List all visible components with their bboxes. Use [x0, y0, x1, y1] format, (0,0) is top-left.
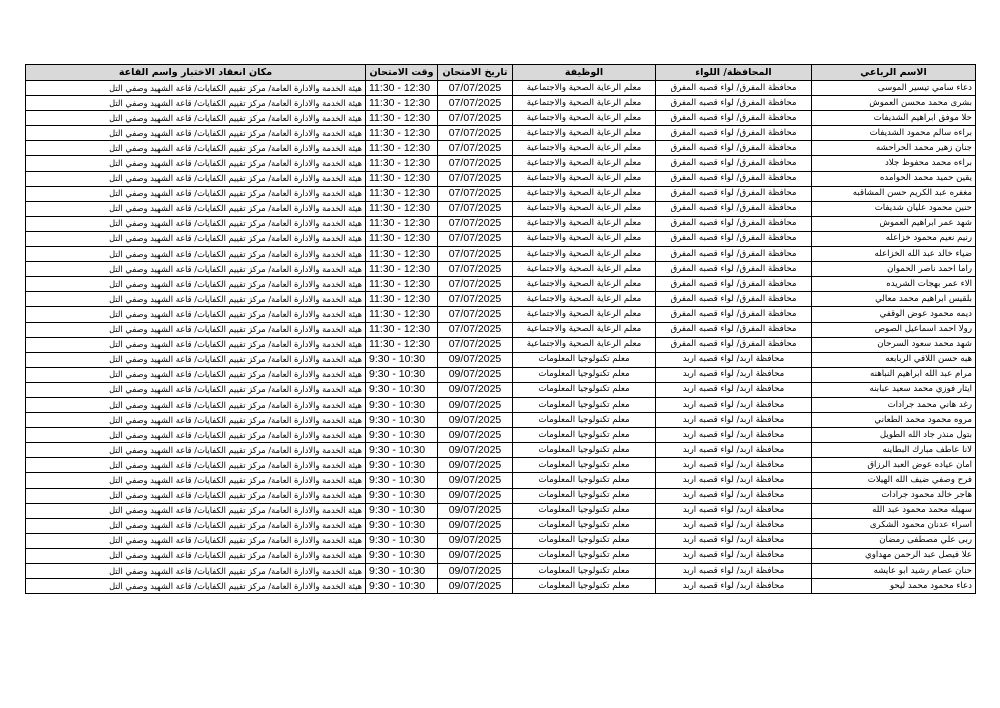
table-row [26, 397, 976, 412]
cell-exam-place: هيئة الخدمة والادارة العامة/ مركز تقييم الكفايات/ قاعة الشهيد وصفي التل [26, 111, 366, 126]
cell-governorate: محافظة اربد/ لواء قصبه اربد [656, 443, 812, 458]
cell-exam-date: 07/07/2025 [438, 322, 513, 337]
cell-job: معلم تكنولوجيا المعلومات [513, 397, 656, 412]
cell-exam-place: هيئة الخدمة والادارة العامة/ مركز تقييم الكفايات/ قاعة الشهيد وصفي التل [26, 473, 366, 488]
cell-exam-date: 09/07/2025 [438, 413, 513, 428]
cell-exam-time: 9:30 - 10:30 [366, 352, 438, 367]
cell-name: مغفره عبد الكريم حسن المشاقبه [812, 186, 976, 201]
table-row [26, 96, 976, 111]
table-row [26, 367, 976, 382]
cell-governorate: محافظة المفرق/ لواء قصبه المفرق [656, 96, 812, 111]
cell-job: معلم تكنولوجيا المعلومات [513, 488, 656, 503]
cell-exam-place: هيئة الخدمة والادارة العامة/ مركز تقييم الكفايات/ قاعة الشهيد وصفي التل [26, 352, 366, 367]
header-name: الاسم الرباعي [812, 65, 976, 81]
table-row [26, 156, 976, 171]
cell-exam-date: 07/07/2025 [438, 216, 513, 231]
cell-exam-date: 09/07/2025 [438, 564, 513, 579]
cell-job: معلم الرعاية الصحية والاجتماعية [513, 277, 656, 292]
cell-name: اسراء عدنان محمود الشكرى [812, 518, 976, 533]
cell-name: براءه محمد محفوظ جلاد [812, 156, 976, 171]
cell-exam-date: 07/07/2025 [438, 247, 513, 262]
cell-exam-time: 11:30 - 12:30 [366, 307, 438, 322]
cell-name: علا فيصل عبد الرحمن مهداوي [812, 548, 976, 563]
cell-exam-place: هيئة الخدمة والادارة العامة/ مركز تقييم الكفايات/ قاعة الشهيد وصفي التل [26, 141, 366, 156]
cell-exam-date: 07/07/2025 [438, 96, 513, 111]
cell-exam-time: 9:30 - 10:30 [366, 579, 438, 594]
cell-job: معلم تكنولوجيا المعلومات [513, 564, 656, 579]
cell-exam-time: 11:30 - 12:30 [366, 277, 438, 292]
table-row [26, 111, 976, 126]
cell-governorate: محافظة اربد/ لواء قصبه اربد [656, 533, 812, 548]
cell-name: يقين حميد محمد الحوامده [812, 171, 976, 186]
cell-name: ضياء خالد عبد الله الخزاعله [812, 247, 976, 262]
cell-name: بلقيس ابراهيم محمد معالي [812, 292, 976, 307]
header-exam-time: وقت الامتحان [366, 65, 438, 81]
cell-exam-date: 07/07/2025 [438, 201, 513, 216]
cell-governorate: محافظة المفرق/ لواء قصبه المفرق [656, 277, 812, 292]
cell-governorate: محافظة المفرق/ لواء قصبه المفرق [656, 186, 812, 201]
cell-job: معلم تكنولوجيا المعلومات [513, 579, 656, 594]
cell-name: شهد محمد سعود السرحان [812, 337, 976, 352]
cell-exam-date: 07/07/2025 [438, 156, 513, 171]
cell-exam-date: 07/07/2025 [438, 262, 513, 277]
cell-exam-time: 9:30 - 10:30 [366, 533, 438, 548]
cell-exam-time: 11:30 - 12:30 [366, 247, 438, 262]
cell-exam-date: 07/07/2025 [438, 126, 513, 141]
cell-exam-place: هيئة الخدمة والادارة العامة/ مركز تقييم الكفايات/ قاعة الشهيد وصفي التل [26, 518, 366, 533]
table-row [26, 518, 976, 533]
cell-exam-place: هيئة الخدمة والادارة العامة/ مركز تقييم الكفايات/ قاعة الشهيد وصفي التل [26, 382, 366, 397]
cell-exam-place: هيئة الخدمة والادارة العامة/ مركز تقييم الكفايات/ قاعة الشهيد وصفي التل [26, 579, 366, 594]
cell-exam-date: 09/07/2025 [438, 382, 513, 397]
cell-exam-time: 11:30 - 12:30 [366, 322, 438, 337]
cell-exam-place: هيئة الخدمة والادارة العامة/ مركز تقييم الكفايات/ قاعة الشهيد وصفي التل [26, 413, 366, 428]
cell-governorate: محافظة اربد/ لواء قصبه اربد [656, 488, 812, 503]
cell-exam-date: 09/07/2025 [438, 533, 513, 548]
cell-job: معلم الرعاية الصحية والاجتماعية [513, 81, 656, 96]
cell-exam-place: هيئة الخدمة والادارة العامة/ مركز تقييم الكفايات/ قاعة الشهيد وصفي التل [26, 307, 366, 322]
cell-name: لانا عاطف مبارك البطاينه [812, 443, 976, 458]
cell-exam-time: 9:30 - 10:30 [366, 518, 438, 533]
table-row [26, 337, 976, 352]
table-row [26, 262, 976, 277]
cell-governorate: محافظة المفرق/ لواء قصبه المفرق [656, 247, 812, 262]
cell-exam-place: هيئة الخدمة والادارة العامة/ مركز تقييم الكفايات/ قاعة الشهيد وصفي التل [26, 231, 366, 246]
cell-exam-place: هيئة الخدمة والادارة العامة/ مركز تقييم الكفايات/ قاعة الشهيد وصفي التل [26, 458, 366, 473]
table-row [26, 503, 976, 518]
cell-job: معلم تكنولوجيا المعلومات [513, 382, 656, 397]
cell-exam-place: هيئة الخدمة والادارة العامة/ مركز تقييم الكفايات/ قاعة الشهيد وصفي التل [26, 96, 366, 111]
cell-exam-date: 07/07/2025 [438, 307, 513, 322]
cell-exam-date: 09/07/2025 [438, 518, 513, 533]
cell-governorate: محافظة المفرق/ لواء قصبه المفرق [656, 216, 812, 231]
cell-exam-time: 11:30 - 12:30 [366, 186, 438, 201]
cell-exam-place: هيئة الخدمة والادارة العامة/ مركز تقييم الكفايات/ قاعة الشهيد وصفي التل [26, 503, 366, 518]
cell-exam-time: 9:30 - 10:30 [366, 564, 438, 579]
cell-governorate: محافظة اربد/ لواء قصبه اربد [656, 518, 812, 533]
cell-name: امان عياده عوض العبد الرزاق [812, 458, 976, 473]
cell-exam-place: هيئة الخدمة والادارة العامة/ مركز تقييم الكفايات/ قاعة الشهيد وصفي التل [26, 81, 366, 96]
cell-exam-date: 09/07/2025 [438, 488, 513, 503]
cell-name: براءه سالم محمود الشديفات [812, 126, 976, 141]
cell-job: معلم الرعاية الصحية والاجتماعية [513, 201, 656, 216]
table-body [26, 81, 976, 594]
cell-exam-place: هيئة الخدمة والادارة العامة/ مركز تقييم الكفايات/ قاعة الشهيد وصفي التل [26, 488, 366, 503]
cell-exam-place: هيئة الخدمة والادارة العامة/ مركز تقييم الكفايات/ قاعة الشهيد وصفي التل [26, 126, 366, 141]
cell-job: معلم الرعاية الصحية والاجتماعية [513, 156, 656, 171]
table-row [26, 428, 976, 443]
header-job: الوظيفة [513, 65, 656, 81]
cell-exam-time: 11:30 - 12:30 [366, 81, 438, 96]
cell-exam-time: 11:30 - 12:30 [366, 262, 438, 277]
cell-governorate: محافظة اربد/ لواء قصبه اربد [656, 352, 812, 367]
cell-name: ربى علي مصطفى رمضان [812, 533, 976, 548]
cell-job: معلم تكنولوجيا المعلومات [513, 352, 656, 367]
cell-governorate: محافظة اربد/ لواء قصبه اربد [656, 503, 812, 518]
cell-exam-place: هيئة الخدمة والادارة العامة/ مركز تقييم الكفايات/ قاعة الشهيد وصفي التل [26, 564, 366, 579]
cell-job: معلم تكنولوجيا المعلومات [513, 503, 656, 518]
cell-name: ايثار فوزي محمد سعيد عبابنه [812, 382, 976, 397]
cell-exam-time: 9:30 - 10:30 [366, 413, 438, 428]
cell-exam-place: هيئة الخدمة والادارة العامة/ مركز تقييم الكفايات/ قاعة الشهيد وصفي التل [26, 548, 366, 563]
cell-job: معلم الرعاية الصحية والاجتماعية [513, 231, 656, 246]
cell-exam-date: 09/07/2025 [438, 473, 513, 488]
cell-exam-date: 09/07/2025 [438, 548, 513, 563]
cell-exam-place: هيئة الخدمة والادارة العامة/ مركز تقييم الكفايات/ قاعة الشهيد وصفي التل [26, 443, 366, 458]
cell-exam-place: هيئة الخدمة والادارة العامة/ مركز تقييم الكفايات/ قاعة الشهيد وصفي التل [26, 186, 366, 201]
cell-exam-date: 07/07/2025 [438, 141, 513, 156]
exam-schedule-sheet [25, 64, 975, 594]
cell-name: هاجر خالد محمود جرادات [812, 488, 976, 503]
cell-governorate: محافظة المفرق/ لواء قصبه المفرق [656, 322, 812, 337]
cell-name: هبه حسن اللافي الربابعه [812, 352, 976, 367]
table-row [26, 458, 976, 473]
table-row [26, 171, 976, 186]
cell-governorate: محافظة المفرق/ لواء قصبه المفرق [656, 81, 812, 96]
cell-governorate: محافظة المفرق/ لواء قصبه المفرق [656, 156, 812, 171]
cell-name: راما احمد ناصر الحموان [812, 262, 976, 277]
cell-governorate: محافظة اربد/ لواء قصبه اربد [656, 564, 812, 579]
cell-name: ديمه محمود عوض الوقفي [812, 307, 976, 322]
cell-governorate: محافظة المفرق/ لواء قصبه المفرق [656, 307, 812, 322]
table-row [26, 564, 976, 579]
table-row [26, 322, 976, 337]
table-row [26, 186, 976, 201]
cell-exam-time: 9:30 - 10:30 [366, 428, 438, 443]
cell-job: معلم الرعاية الصحية والاجتماعية [513, 337, 656, 352]
cell-exam-place: هيئة الخدمة والادارة العامة/ مركز تقييم الكفايات/ قاعة الشهيد وصفي التل [26, 156, 366, 171]
cell-governorate: محافظة اربد/ لواء قصبه اربد [656, 548, 812, 563]
cell-exam-place: هيئة الخدمة والادارة العامة/ مركز تقييم الكفايات/ قاعة الشهيد وصفي التل [26, 201, 366, 216]
cell-job: معلم تكنولوجيا المعلومات [513, 473, 656, 488]
cell-exam-place: هيئة الخدمة والادارة العامة/ مركز تقييم الكفايات/ قاعة الشهيد وصفي التل [26, 216, 366, 231]
cell-name: الاء عمر بهجات الشريده [812, 277, 976, 292]
cell-exam-time: 9:30 - 10:30 [366, 488, 438, 503]
cell-job: معلم تكنولوجيا المعلومات [513, 548, 656, 563]
cell-exam-date: 09/07/2025 [438, 458, 513, 473]
cell-name: دعاء سامي تيسير الموسى [812, 81, 976, 96]
cell-exam-time: 11:30 - 12:30 [366, 126, 438, 141]
cell-name: رغد هاني محمد جرادات [812, 397, 976, 412]
table-row [26, 382, 976, 397]
cell-job: معلم تكنولوجيا المعلومات [513, 518, 656, 533]
cell-name: سهيله محمد محمود عبد الله [812, 503, 976, 518]
cell-exam-time: 9:30 - 10:30 [366, 443, 438, 458]
table-row [26, 277, 976, 292]
table-row [26, 473, 976, 488]
cell-exam-date: 07/07/2025 [438, 231, 513, 246]
cell-governorate: محافظة اربد/ لواء قصبه اربد [656, 458, 812, 473]
cell-exam-date: 09/07/2025 [438, 397, 513, 412]
cell-name: حنان عصام رشيد ابو عايشه [812, 564, 976, 579]
cell-exam-time: 9:30 - 10:30 [366, 548, 438, 563]
table-row [26, 413, 976, 428]
header-exam-date: تاريخ الامتحان [438, 65, 513, 81]
cell-exam-time: 11:30 - 12:30 [366, 292, 438, 307]
cell-exam-time: 11:30 - 12:30 [366, 216, 438, 231]
cell-exam-place: هيئة الخدمة والادارة العامة/ مركز تقييم الكفايات/ قاعة الشهيد وصفي التل [26, 397, 366, 412]
cell-name: رنيم نعيم محمود خزاعله [812, 231, 976, 246]
cell-governorate: محافظة المفرق/ لواء قصبه المفرق [656, 141, 812, 156]
cell-exam-time: 11:30 - 12:30 [366, 171, 438, 186]
cell-governorate: محافظة المفرق/ لواء قصبه المفرق [656, 337, 812, 352]
cell-governorate: محافظة المفرق/ لواء قصبه المفرق [656, 126, 812, 141]
cell-job: معلم تكنولوجيا المعلومات [513, 413, 656, 428]
table-row [26, 141, 976, 156]
cell-job: معلم الرعاية الصحية والاجتماعية [513, 247, 656, 262]
cell-exam-place: هيئة الخدمة والادارة العامة/ مركز تقييم الكفايات/ قاعة الشهيد وصفي التل [26, 533, 366, 548]
cell-exam-time: 9:30 - 10:30 [366, 397, 438, 412]
table-row [26, 247, 976, 262]
table-row [26, 201, 976, 216]
cell-exam-place: هيئة الخدمة والادارة العامة/ مركز تقييم الكفايات/ قاعة الشهيد وصفي التل [26, 292, 366, 307]
table-row [26, 488, 976, 503]
cell-governorate: محافظة اربد/ لواء قصبه اربد [656, 397, 812, 412]
cell-exam-date: 09/07/2025 [438, 367, 513, 382]
table-row [26, 81, 976, 96]
cell-exam-date: 07/07/2025 [438, 337, 513, 352]
table-row [26, 292, 976, 307]
cell-exam-date: 07/07/2025 [438, 292, 513, 307]
cell-governorate: محافظة اربد/ لواء قصبه اربد [656, 367, 812, 382]
cell-job: معلم تكنولوجيا المعلومات [513, 367, 656, 382]
header-exam-place: مكان انعقاد الاختبار واسم القاعة [26, 65, 366, 81]
cell-exam-place: هيئة الخدمة والادارة العامة/ مركز تقييم الكفايات/ قاعة الشهيد وصفي التل [26, 247, 366, 262]
cell-exam-time: 11:30 - 12:30 [366, 96, 438, 111]
table-row [26, 579, 976, 594]
cell-governorate: محافظة اربد/ لواء قصبه اربد [656, 428, 812, 443]
cell-name: بتول منذر جاد الله الطويل [812, 428, 976, 443]
table-row [26, 307, 976, 322]
cell-job: معلم الرعاية الصحية والاجتماعية [513, 216, 656, 231]
cell-job: معلم الرعاية الصحية والاجتماعية [513, 96, 656, 111]
cell-exam-place: هيئة الخدمة والادارة العامة/ مركز تقييم الكفايات/ قاعة الشهيد وصفي التل [26, 367, 366, 382]
cell-governorate: محافظة المفرق/ لواء قصبه المفرق [656, 262, 812, 277]
cell-exam-time: 11:30 - 12:30 [366, 337, 438, 352]
cell-exam-date: 09/07/2025 [438, 579, 513, 594]
cell-name: جنان زهير محمد الحراحشه [812, 141, 976, 156]
cell-job: معلم تكنولوجيا المعلومات [513, 458, 656, 473]
cell-exam-time: 9:30 - 10:30 [366, 367, 438, 382]
cell-exam-date: 07/07/2025 [438, 81, 513, 96]
cell-exam-date: 09/07/2025 [438, 352, 513, 367]
header-row [26, 65, 976, 81]
table-row [26, 443, 976, 458]
cell-job: معلم الرعاية الصحية والاجتماعية [513, 307, 656, 322]
cell-exam-place: هيئة الخدمة والادارة العامة/ مركز تقييم الكفايات/ قاعة الشهيد وصفي التل [26, 337, 366, 352]
table-row [26, 231, 976, 246]
cell-job: معلم الرعاية الصحية والاجتماعية [513, 171, 656, 186]
cell-exam-time: 11:30 - 12:30 [366, 141, 438, 156]
cell-exam-date: 09/07/2025 [438, 428, 513, 443]
cell-job: معلم الرعاية الصحية والاجتماعية [513, 262, 656, 277]
cell-name: مرام عبد الله ابراهيم النباهنه [812, 367, 976, 382]
cell-exam-date: 07/07/2025 [438, 277, 513, 292]
cell-exam-time: 9:30 - 10:30 [366, 473, 438, 488]
cell-job: معلم الرعاية الصحية والاجتماعية [513, 126, 656, 141]
cell-exam-time: 11:30 - 12:30 [366, 156, 438, 171]
cell-governorate: محافظة المفرق/ لواء قصبه المفرق [656, 201, 812, 216]
cell-exam-date: 07/07/2025 [438, 186, 513, 201]
cell-name: دعاء محمود محمد ليحو [812, 579, 976, 594]
cell-governorate: محافظة اربد/ لواء قصبه اربد [656, 382, 812, 397]
cell-exam-place: هيئة الخدمة والادارة العامة/ مركز تقييم الكفايات/ قاعة الشهيد وصفي التل [26, 262, 366, 277]
cell-governorate: محافظة اربد/ لواء قصبه اربد [656, 579, 812, 594]
cell-job: معلم تكنولوجيا المعلومات [513, 533, 656, 548]
cell-governorate: محافظة اربد/ لواء قصبه اربد [656, 413, 812, 428]
header-governorate: المحافظة/ اللواء [656, 65, 812, 81]
exam-schedule-table [25, 64, 976, 594]
cell-exam-time: 11:30 - 12:30 [366, 111, 438, 126]
cell-name: شهد عمر ابراهيم العموش [812, 216, 976, 231]
cell-job: معلم الرعاية الصحية والاجتماعية [513, 292, 656, 307]
cell-exam-place: هيئة الخدمة والادارة العامة/ مركز تقييم الكفايات/ قاعة الشهيد وصفي التل [26, 171, 366, 186]
cell-name: حنين محمود عليان شديفات [812, 201, 976, 216]
cell-job: معلم الرعاية الصحية والاجتماعية [513, 186, 656, 201]
cell-governorate: محافظة المفرق/ لواء قصبه المفرق [656, 231, 812, 246]
table-row [26, 533, 976, 548]
cell-governorate: محافظة المفرق/ لواء قصبه المفرق [656, 111, 812, 126]
cell-exam-place: هيئة الخدمة والادارة العامة/ مركز تقييم الكفايات/ قاعة الشهيد وصفي التل [26, 277, 366, 292]
cell-job: معلم تكنولوجيا المعلومات [513, 428, 656, 443]
cell-exam-time: 9:30 - 10:30 [366, 382, 438, 397]
cell-exam-date: 09/07/2025 [438, 503, 513, 518]
cell-name: رولا احمد اسماعيل الصوص [812, 322, 976, 337]
cell-exam-date: 09/07/2025 [438, 443, 513, 458]
cell-governorate: محافظة اربد/ لواء قصبه اربد [656, 473, 812, 488]
table-row [26, 126, 976, 141]
table-row [26, 352, 976, 367]
cell-exam-time: 11:30 - 12:30 [366, 201, 438, 216]
cell-exam-date: 07/07/2025 [438, 111, 513, 126]
cell-name: مروه محمود محمد الطعاني [812, 413, 976, 428]
cell-job: معلم تكنولوجيا المعلومات [513, 443, 656, 458]
cell-job: معلم الرعاية الصحية والاجتماعية [513, 322, 656, 337]
cell-job: معلم الرعاية الصحية والاجتماعية [513, 111, 656, 126]
cell-exam-place: هيئة الخدمة والادارة العامة/ مركز تقييم الكفايات/ قاعة الشهيد وصفي التل [26, 428, 366, 443]
cell-job: معلم الرعاية الصحية والاجتماعية [513, 141, 656, 156]
cell-name: حلا موفق ابراهيم الشديفات [812, 111, 976, 126]
cell-exam-time: 9:30 - 10:30 [366, 503, 438, 518]
table-row [26, 216, 976, 231]
cell-governorate: محافظة المفرق/ لواء قصبه المفرق [656, 171, 812, 186]
cell-exam-place: هيئة الخدمة والادارة العامة/ مركز تقييم الكفايات/ قاعة الشهيد وصفي التل [26, 322, 366, 337]
cell-exam-time: 11:30 - 12:30 [366, 231, 438, 246]
table-row [26, 548, 976, 563]
cell-governorate: محافظة المفرق/ لواء قصبه المفرق [656, 292, 812, 307]
cell-exam-time: 9:30 - 10:30 [366, 458, 438, 473]
cell-name: بشرى محمد محسن العموش [812, 96, 976, 111]
cell-name: فرح وصفي ضيف الله الهيلات [812, 473, 976, 488]
cell-exam-date: 07/07/2025 [438, 171, 513, 186]
